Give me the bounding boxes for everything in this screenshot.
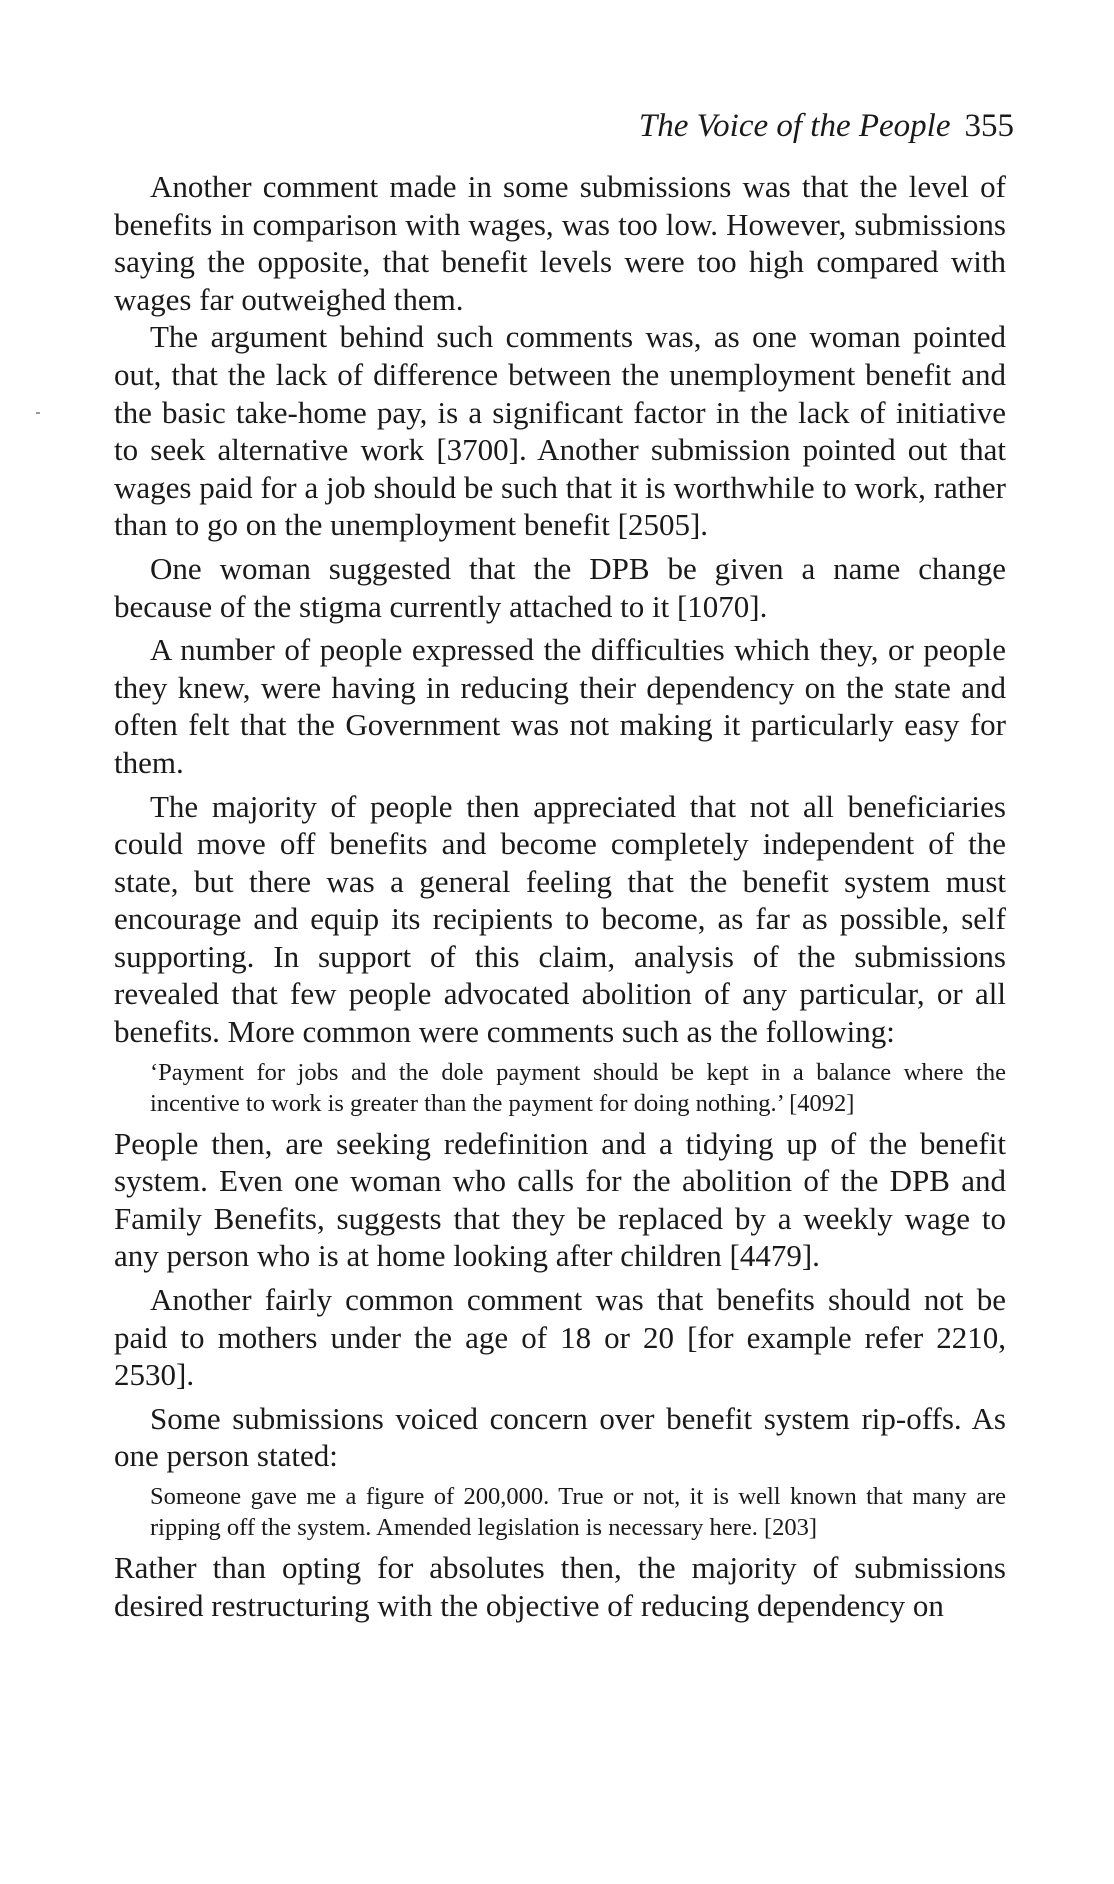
paragraph-majority-appreciated: The majority of people then appreciated that not all beneficiaries could move off benefits and become completely independent of the state, but there was a general feeling that the benefit system must encourage and equip its recipients to become, as far as possible, self supporting. In support of this claim, analysis of the submissions revealed that few people advocated abolition of any particular, or all benefits. More common were comments such as the following: (114, 788, 1006, 1050)
paragraph-redefinition: People then, are seeking redefinition and a tidying up of the benefit system. Even one woman who calls for the abolition of the DPB and Family Benefits, suggests that they be replaced by a weekly wage to any person who is at home looking after children [4479]. (114, 1125, 1006, 1274)
running-head (622, 106, 1014, 146)
running-head-title: The Voice of the People (638, 108, 951, 144)
paragraph-mothers-age: Another fairly common comment was that benefits should not be paid to mothers under the age of 18 or 20 [for example refer 2210, 2530]. (114, 1282, 1006, 1393)
body-text (114, 168, 1006, 1624)
paragraph-benefit-levels: Another comment made in some submissions was that the level of benefits in comparison with wages, was too low. However, submissions saying the opposite, that benefit levels were too high compared with wages far outweighed them. (114, 169, 1006, 317)
paragraph-rip-offs: Some submissions voiced concern over benefit system rip-offs. As one person stated: (114, 1400, 1006, 1474)
block-quote-4092: ‘Payment for jobs and the dole payment should be kept in a balance where the incentive to work is greater than the payment for doing nothing.’ [4092] (150, 1058, 1006, 1117)
paragraph-restructuring: Rather than opting for absolutes then, the majority of submissions desired restructuring with the objective of reducing dependency on (114, 1550, 1006, 1623)
page-number: 355 (964, 108, 1014, 144)
paragraph-dependency-difficulties: A number of people expressed the difficulties which they, or people they knew, were having in reducing their dependency on the state and often felt that the Government was not making it particularly easy for them. (114, 632, 1006, 780)
paragraph-argument: The argument behind such comments was, as one woman pointed out, that the lack of difference between the unemployment benefit and the basic take-home pay, is a significant factor in the lack of initiative to seek alternative work [3700]. Another submission pointed out that wages paid for a job should be such that it is worthwhile to work, rather than to go on the unemployment benefit [2505]. (114, 319, 1006, 543)
paragraph-dpb-name-change: One woman suggested that the DPB be given a name change because of the stigma currently attached to it [1070]. (114, 550, 1006, 624)
block-quote-203: Someone gave me a figure of 200,000. True or not, it is well known that many are ripping off the system. Amended legislation is necessary here. [203] (150, 1483, 1006, 1541)
scan-speck (36, 412, 40, 414)
